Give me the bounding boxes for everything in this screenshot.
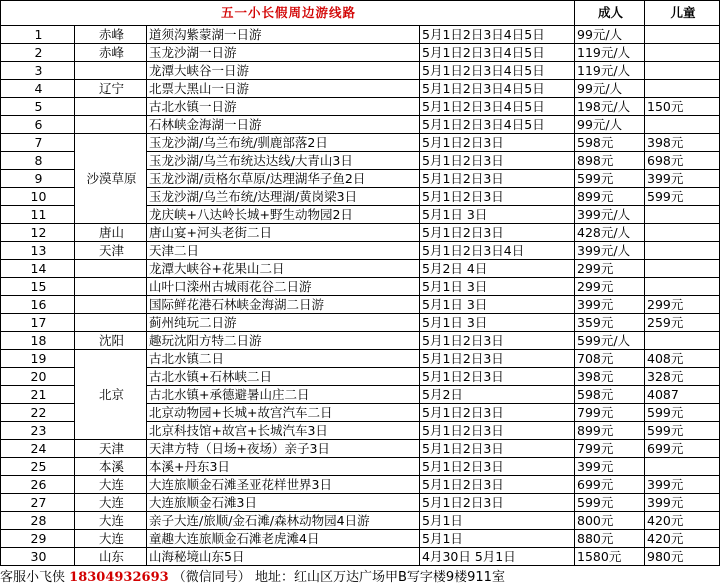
adult-price: 299元 xyxy=(575,260,645,278)
adult-price: 99元/人 xyxy=(575,26,645,44)
departure-dates: 5月1日2日3日 xyxy=(420,494,575,512)
route-name: 玉龙沙湖/乌兰布统/驯鹿部落2日 xyxy=(147,134,420,152)
child-price xyxy=(645,224,720,242)
departure-dates: 5月1日2日3日4日5日 xyxy=(420,80,575,98)
route-name: 趣玩沈阳方特二日游 xyxy=(147,332,420,350)
child-price: 4087 xyxy=(645,386,720,404)
child-price: 599元 xyxy=(645,188,720,206)
adult-price: 880元 xyxy=(575,530,645,548)
route-name: 亲子大连/旅顺/金石滩/森林动物园4日游 xyxy=(147,512,420,530)
departure-dates: 5月1日2日3日 xyxy=(420,350,575,368)
footer-contact xyxy=(0,569,720,586)
departure-dates: 5月1日2日3日4日5日 xyxy=(420,98,575,116)
departure-dates: 5月1日2日3日4日5日 xyxy=(420,26,575,44)
region-cell: 沈阳 xyxy=(75,332,147,350)
table-title: 五一小长假周边游线路 xyxy=(1,1,575,26)
route-name: 大连旅顺金石滩圣亚花样世界3日 xyxy=(147,476,420,494)
route-name: 古北水镇一日游 xyxy=(147,98,420,116)
child-price: 399元 xyxy=(645,170,720,188)
route-name: 玉龙沙湖/乌兰布统达达线/大青山3日 xyxy=(147,152,420,170)
child-price xyxy=(645,44,720,62)
child-price: 420元 xyxy=(645,512,720,530)
departure-dates: 5月1日 3日 xyxy=(420,296,575,314)
table-row xyxy=(1,458,720,476)
route-name: 龙庆峡+八达岭长城+野生动物园2日 xyxy=(147,206,420,224)
child-price: 398元 xyxy=(645,134,720,152)
adult-price: 898元 xyxy=(575,152,645,170)
route-name: 龙潭大峡谷+花果山二日 xyxy=(147,260,420,278)
route-name: 龙潭大峡谷一日游 xyxy=(147,62,420,80)
adult-price: 198元/人 xyxy=(575,98,645,116)
footer-wechat-note: （微信同号） xyxy=(172,570,251,585)
row-number: 30 xyxy=(1,548,75,566)
child-price: 699元 xyxy=(645,440,720,458)
table-row xyxy=(1,350,720,368)
row-number: 22 xyxy=(1,404,75,422)
route-name: 石林峡金海湖一日游 xyxy=(147,116,420,134)
adult-price: 899元 xyxy=(575,188,645,206)
route-name: 山海秘境山东5日 xyxy=(147,548,420,566)
departure-dates: 5月1日2日3日 xyxy=(420,476,575,494)
adult-price: 398元 xyxy=(575,368,645,386)
region-cell: 赤峰 xyxy=(75,44,147,62)
table-row xyxy=(1,512,720,530)
departure-dates: 5月1日2日3日 xyxy=(420,188,575,206)
route-name: 玉龙沙湖/乌兰布统/达理湖/黄岗梁3日 xyxy=(147,188,420,206)
table-row xyxy=(1,548,720,566)
region-cell xyxy=(75,116,147,134)
adult-price: 598元 xyxy=(575,134,645,152)
child-price: 408元 xyxy=(645,350,720,368)
adult-price: 599元 xyxy=(575,494,645,512)
route-name: 北票大黑山一日游 xyxy=(147,80,420,98)
adult-price: 428元/人 xyxy=(575,224,645,242)
row-number: 20 xyxy=(1,368,75,386)
region-cell: 大连 xyxy=(75,494,147,512)
table-row xyxy=(1,116,720,134)
route-name: 北京动物园+长城+故宫汽车二日 xyxy=(147,404,420,422)
table-row xyxy=(1,80,720,98)
route-name: 古北水镇+石林峡二日 xyxy=(147,368,420,386)
departure-dates: 5月1日2日3日 xyxy=(420,332,575,350)
adult-price: 359元 xyxy=(575,314,645,332)
departure-dates: 5月1日2日3日 xyxy=(420,134,575,152)
table-row xyxy=(1,242,720,260)
row-number: 8 xyxy=(1,152,75,170)
child-price xyxy=(645,80,720,98)
adult-price: 799元 xyxy=(575,440,645,458)
region-cell xyxy=(75,98,147,116)
row-number: 7 xyxy=(1,134,75,152)
region-cell: 天津 xyxy=(75,440,147,458)
route-name: 山叶口滦州古城雨花谷二日游 xyxy=(147,278,420,296)
departure-dates: 5月1日2日3日 xyxy=(420,404,575,422)
table-row xyxy=(1,260,720,278)
row-number: 16 xyxy=(1,296,75,314)
adult-price: 899元 xyxy=(575,422,645,440)
child-price xyxy=(645,26,720,44)
adult-price: 699元 xyxy=(575,476,645,494)
footer-address: 地址：红山区万达广场甲B写字楼9楼911室 xyxy=(254,570,505,585)
route-name: 道须沟紫蒙湖一日游 xyxy=(147,26,420,44)
region-cell: 本溪 xyxy=(75,458,147,476)
row-number: 1 xyxy=(1,26,75,44)
row-number: 17 xyxy=(1,314,75,332)
child-price xyxy=(645,332,720,350)
child-price: 420元 xyxy=(645,530,720,548)
adult-price: 599元 xyxy=(575,170,645,188)
route-name: 大连旅顺金石滩3日 xyxy=(147,494,420,512)
departure-dates: 5月1日2日3日 xyxy=(420,458,575,476)
child-price: 399元 xyxy=(645,476,720,494)
region-cell xyxy=(75,278,147,296)
departure-dates: 5月1日2日3日 xyxy=(420,170,575,188)
departure-dates: 5月2日 4日 xyxy=(420,260,575,278)
row-number: 21 xyxy=(1,386,75,404)
adult-price: 399元/人 xyxy=(575,242,645,260)
route-name: 北京科技馆+故宫+长城汽车3日 xyxy=(147,422,420,440)
child-header: 儿童 xyxy=(645,1,720,26)
table-row xyxy=(1,134,720,152)
route-name: 天津方特（日场+夜场）亲子3日 xyxy=(147,440,420,458)
adult-header: 成人 xyxy=(575,1,645,26)
departure-dates: 5月1日 3日 xyxy=(420,314,575,332)
row-number: 12 xyxy=(1,224,75,242)
adult-price: 599元/人 xyxy=(575,332,645,350)
region-cell: 大连 xyxy=(75,512,147,530)
table-row xyxy=(1,530,720,548)
region-cell: 天津 xyxy=(75,242,147,260)
row-number: 6 xyxy=(1,116,75,134)
child-price: 698元 xyxy=(645,152,720,170)
table-row xyxy=(1,440,720,458)
child-price xyxy=(645,62,720,80)
route-name: 天津二日 xyxy=(147,242,420,260)
route-name: 唐山宴+河头老街二日 xyxy=(147,224,420,242)
route-name: 蓟州纯玩二日游 xyxy=(147,314,420,332)
route-name: 古北水镇二日 xyxy=(147,350,420,368)
route-name: 玉龙沙湖/贡格尔草原/达理湖华子鱼2日 xyxy=(147,170,420,188)
row-number: 29 xyxy=(1,530,75,548)
region-cell: 大连 xyxy=(75,530,147,548)
table-row xyxy=(1,26,720,44)
region-cell: 辽宁 xyxy=(75,80,147,98)
region-cell: 唐山 xyxy=(75,224,147,242)
adult-price: 800元 xyxy=(575,512,645,530)
route-name: 玉龙沙湖一日游 xyxy=(147,44,420,62)
table-row xyxy=(1,224,720,242)
region-cell xyxy=(75,296,147,314)
table-row xyxy=(1,44,720,62)
departure-dates: 5月1日2日3日 xyxy=(420,224,575,242)
departure-dates: 5月1日2日3日 xyxy=(420,152,575,170)
adult-price: 799元 xyxy=(575,404,645,422)
table-row xyxy=(1,332,720,350)
adult-price: 99元/人 xyxy=(575,116,645,134)
departure-dates: 5月1日2日3日4日 xyxy=(420,242,575,260)
row-number: 13 xyxy=(1,242,75,260)
departure-dates: 5月1日2日3日4日5日 xyxy=(420,44,575,62)
row-number: 28 xyxy=(1,512,75,530)
row-number: 4 xyxy=(1,80,75,98)
footer-phone: 18304932693 xyxy=(69,570,169,585)
departure-dates: 5月1日2日3日4日5日 xyxy=(420,116,575,134)
adult-price: 399元 xyxy=(575,458,645,476)
child-price: 599元 xyxy=(645,404,720,422)
child-price xyxy=(645,242,720,260)
row-number: 10 xyxy=(1,188,75,206)
route-name: 国际鲜花港石林峡金海湖二日游 xyxy=(147,296,420,314)
row-number: 9 xyxy=(1,170,75,188)
table-row xyxy=(1,278,720,296)
child-price: 980元 xyxy=(645,548,720,566)
row-number: 18 xyxy=(1,332,75,350)
row-number: 5 xyxy=(1,98,75,116)
route-name: 童趣大连旅顺金石滩老虎滩4日 xyxy=(147,530,420,548)
departure-dates: 5月1日2日3日4日5日 xyxy=(420,62,575,80)
adult-price: 598元 xyxy=(575,386,645,404)
row-number: 3 xyxy=(1,62,75,80)
region-cell xyxy=(75,314,147,332)
table-row xyxy=(1,476,720,494)
child-price xyxy=(645,458,720,476)
adult-price: 99元/人 xyxy=(575,80,645,98)
adult-price: 708元 xyxy=(575,350,645,368)
row-number: 14 xyxy=(1,260,75,278)
departure-dates: 5月1日2日3日 xyxy=(420,440,575,458)
row-number: 2 xyxy=(1,44,75,62)
departure-dates: 4月30日 5月1日 xyxy=(420,548,575,566)
child-price xyxy=(645,278,720,296)
table-row xyxy=(1,62,720,80)
row-number: 24 xyxy=(1,440,75,458)
row-number: 15 xyxy=(1,278,75,296)
row-number: 19 xyxy=(1,350,75,368)
row-number: 23 xyxy=(1,422,75,440)
route-name: 本溪+丹东3日 xyxy=(147,458,420,476)
row-number: 25 xyxy=(1,458,75,476)
adult-price: 399元/人 xyxy=(575,206,645,224)
child-price: 328元 xyxy=(645,368,720,386)
adult-price: 1580元 xyxy=(575,548,645,566)
region-cell: 赤峰 xyxy=(75,26,147,44)
route-name: 古北水镇+承德避暑山庄二日 xyxy=(147,386,420,404)
adult-price: 299元 xyxy=(575,278,645,296)
table-row xyxy=(1,494,720,512)
region-cell xyxy=(75,260,147,278)
table-row xyxy=(1,98,720,116)
row-number: 26 xyxy=(1,476,75,494)
table-row xyxy=(1,314,720,332)
departure-dates: 5月1日 3日 xyxy=(420,206,575,224)
departure-dates: 5月1日2日3日 xyxy=(420,368,575,386)
child-price: 299元 xyxy=(645,296,720,314)
row-number: 27 xyxy=(1,494,75,512)
region-cell: 山东 xyxy=(75,548,147,566)
region-cell: 大连 xyxy=(75,476,147,494)
departure-dates: 5月1日 xyxy=(420,512,575,530)
region-beijing: 北京 xyxy=(75,350,147,440)
departure-dates: 5月1日2日3日 xyxy=(420,422,575,440)
departure-dates: 5月2日 xyxy=(420,386,575,404)
child-price xyxy=(645,116,720,134)
region-cell xyxy=(75,62,147,80)
adult-price: 399元 xyxy=(575,296,645,314)
departure-dates: 5月1日 3日 xyxy=(420,278,575,296)
child-price: 259元 xyxy=(645,314,720,332)
child-price xyxy=(645,206,720,224)
header-row xyxy=(1,1,720,26)
departure-dates: 5月1日 xyxy=(420,530,575,548)
row-number: 11 xyxy=(1,206,75,224)
footer-contact-name: 客服小飞侠 xyxy=(0,570,66,585)
child-price: 599元 xyxy=(645,422,720,440)
adult-price: 119元/人 xyxy=(575,44,645,62)
region-desert-grassland: 沙漠草原 xyxy=(75,134,147,224)
child-price xyxy=(645,260,720,278)
child-price: 399元 xyxy=(645,494,720,512)
adult-price: 119元/人 xyxy=(575,62,645,80)
table-row xyxy=(1,296,720,314)
child-price: 150元 xyxy=(645,98,720,116)
